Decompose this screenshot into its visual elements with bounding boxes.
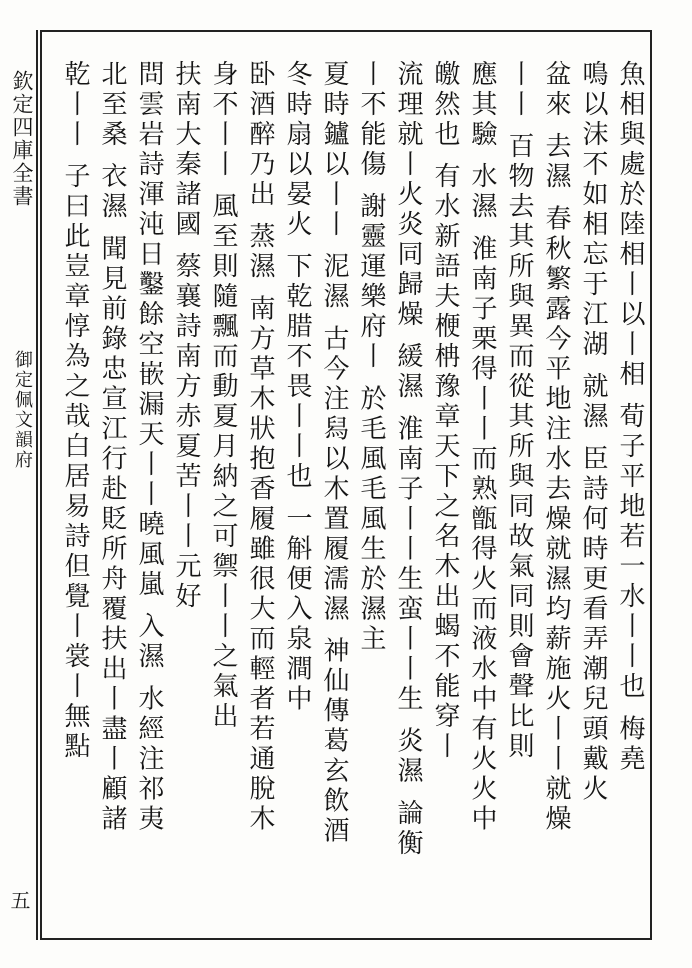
text-column: 丨不能傷 謝靈運樂府丨 於毛風毛風生於濕主	[356, 60, 386, 655]
text-column: 身不丨丨 風至則隨飄而動夏月納之可禦丨丨之氣出	[208, 60, 238, 733]
text-column: 扶南大秦諸國 蔡襄詩南方赤夏苦丨丨元好	[171, 60, 201, 613]
text-column: 流理就丨火炎同歸燥 緩濕 淮南子丨丨生蛮丨丨生 炎濕 論衡	[393, 60, 423, 860]
text-column: 應其驗 水濕 淮南子栗得丨丨而熟甑得火而液水中有火火中	[467, 60, 497, 835]
text-column: 盆來 去濕 春秋繁露今平地注水去燥就濕均薪施火丨丨就燥	[541, 60, 571, 835]
page-number: 五	[7, 890, 31, 910]
text-column: 夏時鑪以丨丨 泥濕 古今注舄以木置履濡濕 神仙傳葛玄飲酒	[319, 60, 349, 847]
text-column: 乾丨丨 子曰此豈章惇為之哉白居易詩但覺丨裳丨無點	[60, 60, 90, 763]
text-column: 皦然也 有水新語夫楩柟豫章天下之名木出蝎不能穿丨	[430, 60, 460, 763]
margin-title: 欽定四庫全書	[10, 70, 34, 208]
text-column: 冬時扇以晏火 下乾腊不畏丨丨也 一斛便入泉澗中	[282, 60, 312, 715]
text-column: 魚相與處於陸相丨以丨相 荀子平地若一水丨丨也 梅堯	[615, 60, 645, 775]
page-margin	[4, 30, 38, 940]
text-column: 卧酒醉乃出 蒸濕 南方草木狀抱香履雖很大而輕者若通脫木	[245, 60, 275, 835]
text-column: 北至桑 衣濕 聞見前錄忠宣江行赴貶所舟覆扶出丨盡丨顧諸	[97, 60, 127, 835]
text-column: 問雲岩詩渾沌日鑿餘空嵌漏天丨丨曉風嵐 入濕 水經注祁夷	[134, 60, 164, 835]
text-column: 鳴以沫不如相忘于江湖 就濕 臣詩何時更看弄潮兒頭戴火	[578, 60, 608, 805]
margin-section-title: 御定佩文韻府	[12, 350, 33, 470]
text-column: 丨丨 百物去其所與異而從其所與同故氣同則會聲比則	[504, 60, 534, 763]
